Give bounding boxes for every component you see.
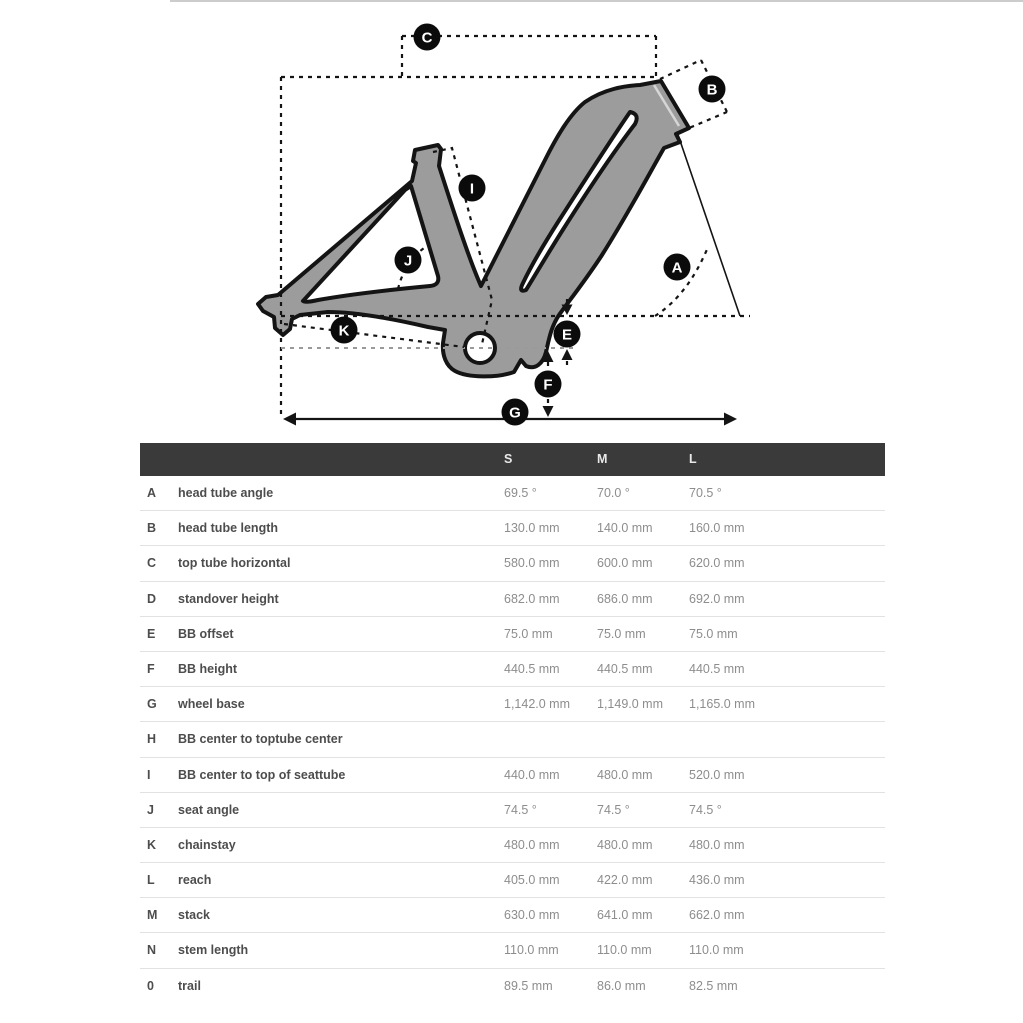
row-label: trail	[178, 978, 201, 993]
diagram-label-F	[535, 371, 562, 398]
row-value-m: 440.5 mm	[597, 661, 653, 676]
row-letter: M	[147, 908, 158, 923]
table-header	[140, 443, 885, 476]
row-value-l: 160.0 mm	[689, 521, 745, 536]
row-value-m: 480.0 mm	[597, 767, 653, 782]
row-value-s: 130.0 mm	[504, 521, 560, 536]
row-value-s: 480.0 mm	[504, 837, 560, 852]
row-letter: G	[147, 697, 157, 712]
row-letter: L	[147, 873, 155, 888]
row-value-m: 70.0 °	[597, 486, 630, 500]
row-value-m: 641.0 mm	[597, 908, 653, 923]
row-value-m: 75.0 mm	[597, 626, 646, 641]
row-letter: D	[147, 591, 157, 606]
row-letter: J	[147, 802, 154, 817]
row-value-l: 436.0 mm	[689, 873, 745, 888]
row-label: head tube length	[178, 521, 278, 536]
row-value-s: 580.0 mm	[504, 556, 560, 571]
row-value-s: 110.0 mm	[504, 943, 559, 958]
table-row-E	[140, 617, 885, 652]
row-value-s: 405.0 mm	[504, 873, 560, 888]
table-row-C	[140, 546, 885, 581]
row-value-l: 82.5 mm	[689, 978, 738, 993]
row-value-s: 89.5 mm	[504, 978, 553, 993]
row-value-s: 440.5 mm	[504, 661, 560, 676]
diagram-label-I	[459, 175, 486, 202]
diagram-label-C	[414, 24, 441, 51]
row-label: BB center to toptube center	[178, 732, 343, 747]
diagram-label-G	[502, 399, 529, 426]
row-label: BB offset	[178, 626, 234, 641]
row-value-s: 630.0 mm	[504, 908, 560, 923]
row-label: top tube horizontal	[178, 556, 291, 571]
column-header-m: M	[597, 452, 608, 466]
column-header-l: L	[689, 452, 697, 466]
row-value-m: 422.0 mm	[597, 873, 653, 888]
row-label: chainstay	[178, 837, 236, 852]
f-arrow-down-head	[543, 406, 554, 417]
row-letter: N	[147, 943, 157, 958]
row-value-m: 74.5 °	[597, 802, 630, 817]
row-value-l: 70.5 °	[689, 486, 722, 500]
table-row-0	[140, 969, 885, 1003]
row-value-m: 686.0 mm	[597, 591, 653, 606]
row-letter: K	[147, 837, 157, 852]
row-value-l: 74.5 °	[689, 802, 722, 817]
row-label: standover height	[178, 591, 279, 606]
geometry-diagram	[0, 0, 1023, 443]
diagram-label-K	[331, 317, 358, 344]
table-row-H	[140, 722, 885, 757]
row-value-l: 110.0 mm	[689, 943, 744, 958]
diagram-label-J	[395, 247, 422, 274]
row-value-s: 69.5 °	[504, 486, 537, 500]
row-value-m: 600.0 mm	[597, 556, 653, 571]
table-row-K	[140, 828, 885, 863]
table-row-I	[140, 758, 885, 793]
diagram-label-B	[699, 76, 726, 103]
svg-text:E: E	[561, 326, 573, 344]
row-letter: A	[147, 486, 157, 500]
diagram-label-E	[554, 321, 581, 348]
row-letter: I	[147, 767, 151, 782]
svg-text:I: I	[469, 180, 475, 198]
wheelbase-arrow-left-head	[283, 413, 296, 426]
table-row-G	[140, 687, 885, 722]
row-label: BB height	[178, 661, 238, 676]
row-value-l: 75.0 mm	[689, 626, 738, 641]
row-letter: H	[147, 732, 157, 747]
row-value-m: 480.0 mm	[597, 837, 653, 852]
row-value-m: 110.0 mm	[597, 943, 652, 958]
row-label: BB center to top of seattube	[178, 767, 346, 782]
row-value-m: 1,149.0 mm	[597, 697, 664, 712]
svg-text:B: B	[706, 81, 718, 99]
row-value-l: 480.0 mm	[689, 837, 745, 852]
row-value-l: 620.0 mm	[689, 556, 745, 571]
table-row-D	[140, 582, 885, 617]
diagram-label-A	[664, 254, 691, 281]
row-letter: C	[147, 556, 157, 571]
row-value-l: 520.0 mm	[689, 767, 745, 782]
table-row-A	[140, 476, 885, 511]
row-label: head tube angle	[178, 486, 274, 500]
geometry-table	[140, 443, 885, 1003]
row-label: stem length	[178, 943, 249, 958]
e-arrow-up-head	[562, 349, 573, 360]
column-header-s: S	[504, 452, 513, 466]
row-value-l: 1,165.0 mm	[689, 697, 756, 712]
row-letter: F	[147, 661, 155, 676]
row-value-l: 662.0 mm	[689, 908, 745, 923]
row-label: stack	[178, 908, 210, 923]
toptube-measure-line-c	[402, 36, 656, 78]
svg-text:F: F	[543, 376, 553, 394]
row-value-s: 682.0 mm	[504, 591, 560, 606]
row-letter: E	[147, 626, 156, 641]
row-value-m: 86.0 mm	[597, 978, 646, 993]
table-row-J	[140, 793, 885, 828]
row-value-s: 74.5 °	[504, 802, 537, 817]
row-value-s: 1,142.0 mm	[504, 697, 571, 712]
table-row-F	[140, 652, 885, 687]
row-letter: B	[147, 521, 157, 536]
row-label: reach	[178, 873, 212, 888]
row-value-l: 692.0 mm	[689, 591, 745, 606]
row-label: wheel base	[178, 697, 245, 712]
svg-text:K: K	[338, 322, 350, 340]
svg-text:G: G	[509, 404, 521, 422]
row-value-s: 75.0 mm	[504, 626, 553, 641]
row-label: seat angle	[178, 802, 240, 817]
svg-text:A: A	[671, 259, 683, 277]
row-value-l: 440.5 mm	[689, 661, 745, 676]
table-row-B	[140, 511, 885, 546]
row-value-s: 440.0 mm	[504, 767, 560, 782]
row-letter: 0	[147, 978, 154, 993]
table-row-M	[140, 898, 885, 933]
table-row-L	[140, 863, 885, 898]
svg-text:J: J	[403, 252, 413, 270]
table-row-N	[140, 933, 885, 968]
svg-text:C: C	[421, 29, 433, 47]
wheelbase-arrow-right-head	[724, 413, 737, 426]
row-value-m: 140.0 mm	[597, 521, 653, 536]
table-body	[140, 476, 885, 1003]
